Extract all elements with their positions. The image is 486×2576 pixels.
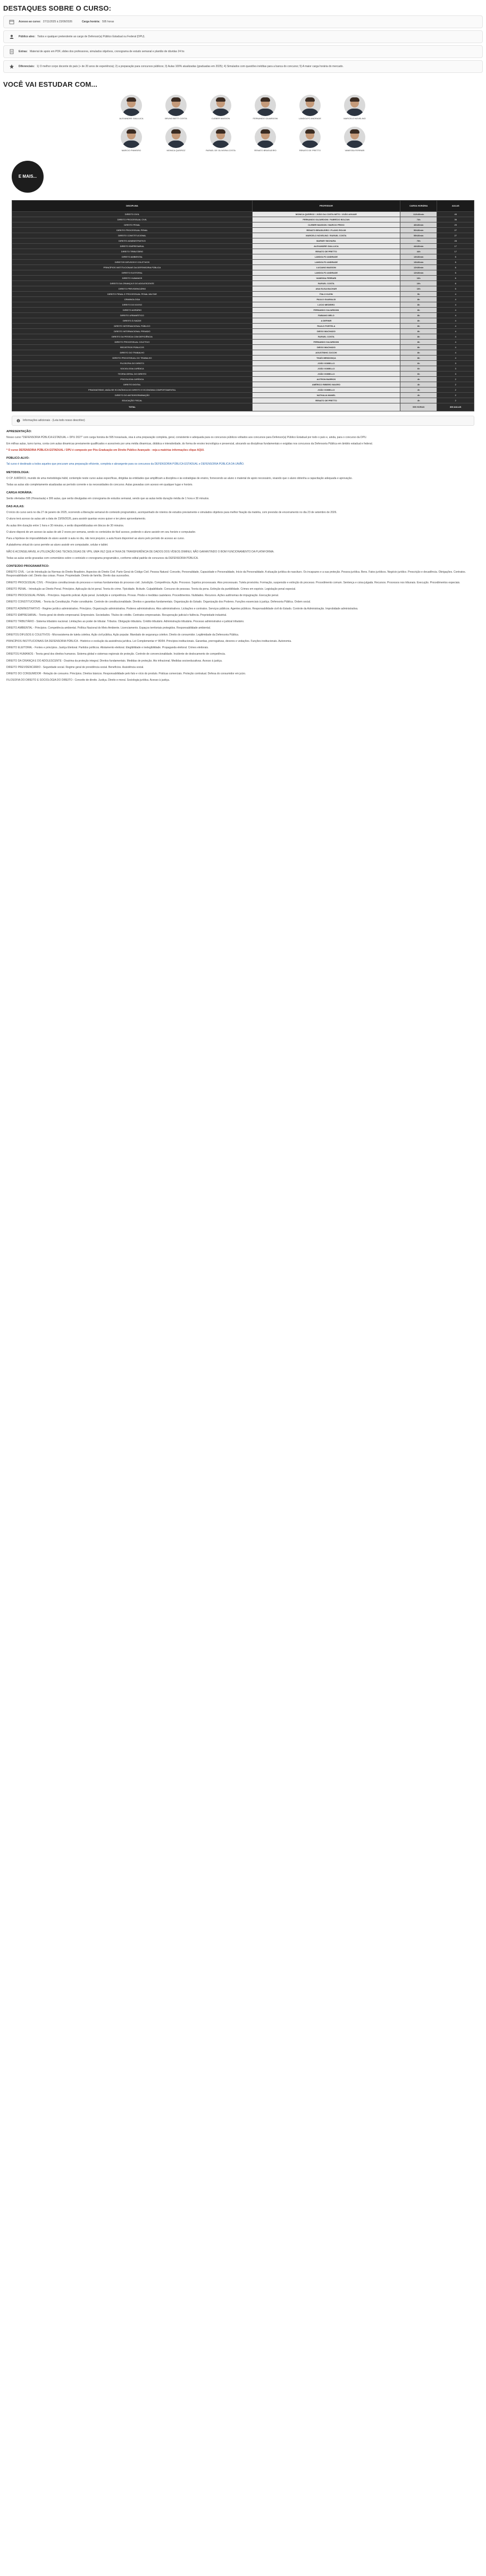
section-text: DIREITO ADMINISTRATIVO - Regime jurídico administrativo. Princípios. Organização administrativa. Poderes administrativos. Atos administrativos. Licitações e contratos. Serviços públicos. Agentes públicos. Responsabilidade civil do Estado. Controle da Administração. Improbidade administrativa. (6, 607, 358, 610)
access-label: Acesso ao curso: (19, 20, 41, 23)
diff-box (3, 60, 483, 73)
lessons-cell: 6 (437, 280, 474, 286)
col-lessons: AULAS (437, 200, 474, 211)
teacher-card (159, 127, 193, 152)
table-row (12, 243, 474, 249)
discipline-cell: DIREITO DA PESSOA COM DEFICIÊNCIA (12, 334, 253, 339)
hours-cell: 46h30min (400, 222, 437, 227)
discipline-cell: DIREITO PROCESSUAL CIVIL (12, 217, 253, 222)
section-text: As aulas têm duração entre 1 hora e 30 minutos, e serão disponibilizadas em blocos de 30 minutos. (6, 524, 124, 527)
hours-cell: 74h (400, 217, 437, 222)
table-row (12, 211, 474, 217)
teacher-avatar (255, 127, 276, 148)
hours-cell: 44h (400, 249, 437, 254)
hours-cell: 6h (400, 371, 437, 376)
hours-cell: 8h (400, 344, 437, 350)
lessons-cell: 2 (437, 376, 474, 382)
discipline-cell: DIREITO INTERNACIONAL PRIVADO (12, 328, 253, 334)
section-title: CONTEÚDO PROGRAMÁTICO: (6, 565, 49, 568)
lessons-cell: 2 (437, 387, 474, 392)
teacher-name: MONICA QUEIROZ (166, 148, 186, 152)
hours-cell: 6h (400, 360, 437, 366)
discipline-cell: DIREITO PREVIDENCIÁRIO (12, 286, 253, 291)
section-text: PRINCÍPIOS INSTITUCIONAIS DA DEFENSORIA PÚBLICA - Histórico e evolução da assistência jurídica. Lei Complementar nº 80/94. Princípios institucionais. Garantias, prerrogativas, deveres e vedações. Funções institucionais. Autonomia. (6, 639, 292, 643)
teacher-cell: RENATO BRASILEIRO / FLAVIO ROLIM (252, 227, 400, 233)
lessons-cell: 5 (437, 286, 474, 291)
table-row (12, 339, 474, 344)
disciplines-table-wrap (12, 200, 474, 411)
teacher-cell: LANDOLFO ANDRADE (252, 259, 400, 265)
hours-cell: 44h30min (400, 243, 437, 249)
discipline-cell: PRAGMATISMO, ANÁLISE ECONÔMICA DO DIREITO E ECONOMIA COMPORTAMENTAL (12, 387, 253, 392)
hours-cell: 8h (400, 318, 437, 323)
discipline-cell: DIREITO CIVIL (12, 211, 253, 217)
section-text: Em milhas aulas, turno turma, conta com aulas dinamicas previamente qualificados e acessíveis por uma média dinamicas, didática e interatividade, do forma de ensino tecnológica e presencial, alocando as disciplinas fundamentais e exigidas nos concursos da Defensoria Pública em âmbito estadual e federal. (6, 442, 373, 445)
lessons-cell: 5 (437, 259, 474, 265)
hours-label: Carga horária: (81, 20, 100, 23)
lessons-cell: 4 (437, 318, 474, 323)
discipline-cell: DIREITO HUMANOS (12, 275, 253, 280)
table-header-row (12, 200, 474, 211)
table-row (12, 280, 474, 286)
table-row (12, 222, 474, 227)
hours-cell: 8h (400, 334, 437, 339)
table-row (12, 392, 474, 398)
teacher-cell: ALEXANDRE GIALLUCA (252, 243, 400, 249)
table-row (12, 382, 474, 387)
additional-info-toggle[interactable] (12, 416, 474, 426)
section-text: DIREITO ELEITORAL - Fontes e princípios. Justiça Eleitoral. Partidos políticos. Alistamento eleitoral. Elegibilidade e inelegibilidade. Propaganda eleitoral. Crimes eleitorais. (6, 646, 209, 650)
teacher-cell: DIEGO MACHADO (252, 344, 400, 350)
hours-cell: 4h (400, 398, 437, 403)
lessons-cell: 4 (437, 328, 474, 334)
teacher-name: RENATO BRASILEIRO (254, 148, 276, 152)
table-row (12, 307, 474, 312)
teachers-row-1 (3, 92, 483, 123)
hours-cell: 8h (400, 350, 437, 355)
table-row (12, 238, 474, 243)
section-text: Todas as aulas serão gravadas com comentários sobre o conteúdo e cronograma programático, conforme edital padrão de concursos da DEFENSORIA PÚBLICA. (6, 556, 199, 560)
lessons-cell: 4 (437, 291, 474, 296)
teacher-cell: AMÉRICO RIBEIRO MAGRO (252, 382, 400, 387)
table-row (12, 275, 474, 280)
lessons-cell: 36 (437, 217, 474, 222)
discipline-cell: DIREITO URBANÍSTICO (12, 312, 253, 318)
teachers-title: VOCÊ VAI ESTUDAR COM... (3, 80, 97, 88)
table-row (12, 366, 474, 371)
col-hours: CARGA HORÁRIA (400, 200, 437, 211)
discipline-cell: DIREITO DO IDOSO (12, 302, 253, 307)
table-row (12, 344, 474, 350)
discipline-cell: DIREITO PROCESSUAL PENAL (12, 227, 253, 233)
teacher-cell: PAULO GUARALDI (252, 296, 400, 302)
table-row (12, 350, 474, 355)
teacher-cell: A DEFINIR (252, 318, 400, 323)
hours-cell: 12h30min (400, 270, 437, 275)
teacher-card (159, 95, 193, 120)
section-title: APRESENTAÇÃO: (6, 430, 32, 433)
extras-box (3, 45, 483, 58)
teacher-avatar (210, 127, 231, 148)
section-text: DIREITO AMBIENTAL - Princípios. Competência ambiental. Política Nacional do Meio Ambiente. Licenciamento. Espaços territoriais protegidos. Responsabilidade ambiental. (6, 626, 211, 630)
teacher-cell: RAFAEL COSTA (252, 280, 400, 286)
hours-cell: 70h (400, 238, 437, 243)
table-row (12, 398, 474, 403)
discipline-cell: DIREITO DO ANTIDISCRIMINAÇÃO (12, 392, 253, 398)
table-row (12, 355, 474, 360)
hours-cell: 8h (400, 339, 437, 344)
hours-cell: 8h (400, 328, 437, 334)
teacher-cell: ANA ELISA BACHAR (252, 286, 400, 291)
table-row (12, 318, 474, 323)
discipline-cell: DIREITO PENAL E PROCESSUAL PENAL MILITAR (12, 291, 253, 296)
discipline-cell: DIREITO EMPRESARIAL (12, 243, 253, 249)
discipline-cell: DIREITO DIGITAL (12, 382, 253, 387)
lessons-cell: 2 (437, 392, 474, 398)
disciplines-table (12, 200, 474, 411)
section-text: DIREITO PROCESSUAL PENAL - Princípios. Inquérito policial. Ação penal. Jurisdição e competência. Provas. Prisão e medidas cautelares. Procedimentos. Nulidades. Recursos. Ações autônomas de impugnação. Execução penal. (6, 594, 279, 598)
hours-cell: 8h (400, 307, 437, 312)
table-row (12, 334, 474, 339)
table-row (12, 265, 474, 270)
teacher-name: RENATO DE PRETTO (299, 148, 321, 152)
teacher-card (338, 95, 372, 120)
table-row (12, 323, 474, 328)
teacher-cell: VANESSA FERRARI (252, 275, 400, 280)
info-icon (16, 419, 20, 423)
teacher-avatar (165, 95, 187, 116)
lessons-cell: 4 (437, 296, 474, 302)
discipline-cell: EDUCAÇÃO FISCAL (12, 398, 253, 403)
table-total-row (12, 403, 474, 411)
lessons-cell: 4 (437, 339, 474, 344)
table-row (12, 302, 474, 307)
teacher-card (248, 127, 282, 152)
lessons-cell: 4 (437, 350, 474, 355)
discipline-cell: TEORIA GERAL DO DIREITO (12, 371, 253, 376)
hours-cell: 50h30min (400, 227, 437, 233)
table-row (12, 360, 474, 366)
extras-label: Extras: (19, 50, 28, 53)
lessons-cell: 6 (437, 275, 474, 280)
discipline-cell: PRINCÍPIOS INSTITUCIONAIS DA DEFENSORIA PÚBLICA (12, 265, 253, 270)
additional-info-label: Informações adicionais - (Leia todo nosso descritivo) (23, 419, 85, 423)
teacher-card (204, 127, 238, 152)
teacher-cell: LANDOLFO ANDRADE (252, 254, 400, 259)
teacher-card (114, 127, 148, 152)
teacher-card (293, 95, 327, 120)
teacher-cell: JOÃO GOBELLO (252, 387, 400, 392)
lessons-cell: 2 (437, 382, 474, 387)
diff-value: 1) O melhor corpo docente do país (+ de 20 anos de experiência); 2) a preparação para concursos públicos; 3) Aulas 100% atualizadas (graduadas em 2025); 4) Simulados com questões inéditas para a banca do concurso; 5) A maior carga horária do mercado. (37, 65, 343, 68)
hours-cell: 12h30min (400, 265, 437, 270)
hours-cell: 8h (400, 312, 437, 318)
hours-cell: 8h (400, 355, 437, 360)
section-text: DIREITO CONSTITUCIONAL - Teoria da Constituição. Poder constituinte. Controle de constitucionalidade. Direitos e garantias fundamentais. Organização do Estado. Organização dos Poderes. Funções essenciais à justiça. Defensoria Pública. Ordem social. (6, 600, 311, 604)
table-row (12, 227, 474, 233)
lessons-cell: 27 (437, 233, 474, 238)
discipline-cell: DIREITO ADMINISTRATIVO (12, 238, 253, 243)
teacher-avatar (165, 127, 187, 148)
teacher-avatar (255, 95, 276, 116)
section-text: O aluno disporá de um acesso às aulas de até 2 vezes por semana, sendo os conteúdos de fácil acesso, podendo o aluno assistir em seu horário e computador. (6, 530, 196, 534)
discipline-cell: CRIMINOLOGIA (12, 296, 253, 302)
section-text: DIREITO TRIBUTÁRIO - Sistema tributário nacional. Limitações ao poder de tributar. Tributos. Obrigação tributária. Crédito tributário. Administração tributária. Processo administrativo e judicial tributário. (6, 620, 245, 624)
section-text: DIREITO DA CRIANÇA E DO ADOLESCENTE - Doutrina da proteção integral. Direitos fundamentais. Medidas de proteção. Ato infracional. Medidas socioeducativas. Acesso à justiça. (6, 659, 223, 663)
hours-cell: 13h30min (400, 254, 437, 259)
discipline-cell: DIREITO PROCESSUAL DO TRABALHO (12, 355, 253, 360)
lessons-cell: 3 (437, 366, 474, 371)
teacher-cell: FABIANO MELO (252, 312, 400, 318)
section-text: DIREITO DO CONSUMIDOR - Relação de consumo. Princípios. Direitos básicos. Responsabilidade pelo fato e vício do produto. Práticas comerciais. Proteção contratual. Defesa do consumidor em juízo. (6, 672, 246, 676)
teacher-cell: FERNANDO GAJARDONI (252, 307, 400, 312)
section-text: DIREITOS HUMANOS - Teoria geral dos direitos humanos. Sistema global e sistemas regionais de proteção. Controle de convencionalidade. Incidente de deslocamento de competência. (6, 653, 226, 656)
section-text: DIREITO PREVIDENCIÁRIO - Seguridade social. Regime geral de previdência social. Benefícios. Assistência social. (6, 665, 144, 669)
section-title: DAS AULAS: (6, 505, 24, 509)
highlights-title: DESTAQUES SOBRE O CURSO: (3, 4, 112, 12)
teacher-avatar (121, 127, 142, 148)
teacher-cell: FERNANDO GAJARDONI / FABRÍCIO BOLZAN (252, 217, 400, 222)
discipline-cell: DIREITO DA CRIANÇA E DO ADOLESCENTE (12, 280, 253, 286)
table-row (12, 376, 474, 382)
access-box (3, 15, 483, 28)
hours-cell: 8h (400, 323, 437, 328)
teacher-cell: JOÃO GOBELLO (252, 360, 400, 366)
lessons-cell: 4 (437, 323, 474, 328)
teacher-cell: THAÍS MENDONÇA (252, 355, 400, 360)
teacher-cell: DIEGO MACHADO (252, 328, 400, 334)
lessons-cell: 6 (437, 265, 474, 270)
calendar-icon (9, 19, 14, 24)
teacher-name: MARCELO NOVELINO (343, 117, 366, 120)
teacher-card (293, 127, 327, 152)
discipline-cell: DIREITO ELEITORAL (12, 270, 253, 275)
table-row (12, 270, 474, 275)
col-discipline: DISCIPLINA (12, 200, 253, 211)
table-row (12, 328, 474, 334)
table-row (12, 371, 474, 376)
teacher-cell: ÍTALO KLEIN (252, 291, 400, 296)
teacher-avatar (344, 95, 365, 116)
section-text: Serão ofertadas 595 (Horas/aula) e 306 aulas, que serão divulgadas em cronograma de estudos semanal, sendo que as aulas terão duração média de 1 hora e 30 minutos. (6, 497, 210, 500)
hours-cell: 10h (400, 286, 437, 291)
teacher-name: VANESSA FERRARI (345, 148, 365, 152)
section-title: PÚBLICO-ALVO: (6, 457, 30, 460)
teacher-avatar (121, 95, 142, 116)
public-value: Todos e qualquer pretendente ao cargo de Defensor(a) Público Estadual ou Federal (DPU). (37, 35, 145, 38)
section-text: O CP JURÍDICO, munido de uma metodologia hábil, contemple neste curso aulas específicas, dirigidas às entidades que amplificam a disciplina e às estratégias de ensino, fornecendo ao aluno o material de apoio necessário, visando que o aluno obtenha a capacitação adequada e aprovação. (6, 476, 353, 480)
section-text: DIREITO PROCESSUAL CIVIL - Princípios constitucionais do processo e normas fundamentais do processo civil. Jurisdição. Competência. Ação. Processo. Sujeitos processuais. Atos processuais. Tutela provisória. Formação, suspensão e extinção do processo. Procedimento comum. Sentença e coisa julgada. Recursos. Processos nos tribunais. Execução. Procedimentos especiais. (6, 581, 460, 584)
total-lessons: 306 AULAS (437, 403, 474, 411)
table-row (12, 254, 474, 259)
table-row (12, 286, 474, 291)
public-box (3, 30, 483, 43)
hours-cell: 10h (400, 275, 437, 280)
course-description (3, 430, 483, 683)
table-row (12, 312, 474, 318)
teacher-card (248, 95, 282, 120)
hours-cell: 13h30min (400, 259, 437, 265)
discipline-cell: PSICOLOGIA JURÍDICA (12, 376, 253, 382)
lessons-cell: 4 (437, 334, 474, 339)
lessons-cell: 29 (437, 222, 474, 227)
discipline-cell: DIREITOS DIFUSOS E COLETIVOS (12, 259, 253, 265)
lessons-cell: 4 (437, 355, 474, 360)
public-label: Público alvo: (19, 35, 36, 38)
total-empty (252, 403, 400, 411)
access-value: 27/11/2025 à 23/09/2026 (43, 20, 72, 23)
discipline-cell: DIREITO AGRÁRIO (12, 307, 253, 312)
lessons-cell: 4 (437, 307, 474, 312)
discipline-cell: DIREITO PENAL (12, 222, 253, 227)
teacher-cell: AUTRON BARROS (252, 376, 400, 382)
teacher-cell: JOÃO GOBELLO (252, 366, 400, 371)
teacher-cell: RAFAEL COSTA (252, 334, 400, 339)
table-row (12, 249, 474, 254)
teacher-cell: NATHALIA MANEL (252, 392, 400, 398)
hours-cell: 10h (400, 280, 437, 286)
section-text: NÃO É ACONSELHÁVEL A UTILIZAÇÃO DAS TECNOLOGIAS DE VPN, UMA VEZ QUE A TAXA DE TRANSFERÊNCIA DE DADOS DOS VÍDEOS DIMINUI, NÃO GARANTINDO O BOM FUNCIONAMENTO DA PLATAFORMA. (6, 550, 274, 554)
discipline-cell: DIREITO TRIBUTÁRIO (12, 249, 253, 254)
discipline-cell: DIREITO AMBIENTAL (12, 254, 253, 259)
section-text: A plataforma virtual do curso permite ao aluno assistir em computador, celular e tablet. (6, 543, 108, 547)
document-icon (9, 49, 14, 54)
teacher-cell: FERNANDO GAJARDONI (252, 339, 400, 344)
section-text: O aluno terá acesso às aulas até a data de 23/09/2026, para assistir quantas vezes quiser e ter pleno aproveitamento. (6, 517, 146, 521)
teacher-avatar (299, 95, 321, 116)
teacher-avatar (299, 127, 321, 148)
teachers-row-2 (3, 123, 483, 155)
teacher-avatar (210, 95, 231, 116)
lessons-cell: 17 (437, 243, 474, 249)
section-text: FILOSOFIA DO DIREITO E SOCIOLOGIA DO DIREITO - Conceito de direito. Justiça. Direito e moral. Sociologia jurídica. Acesso à justiça. (6, 679, 170, 682)
total-hours: 595 HORAS (400, 403, 437, 411)
teacher-cell: LUCIANO MASSON (252, 265, 400, 270)
teacher-card (338, 127, 372, 152)
hours-cell: 6h (400, 366, 437, 371)
section-title: METODOLOGIA: (6, 470, 30, 474)
table-row (12, 217, 474, 222)
teacher-cell: LANDOLFO ANDRADE (252, 270, 400, 275)
section-text: * O curso DEFENSORIA PÚBLICA ESTADUAL / DPU é composto por Pós-Graduação em Direito Público Avançado - veja a matérias informações clique AQUI. (6, 449, 205, 452)
hours-cell: 8h (400, 302, 437, 307)
more-teachers-button[interactable]: E MAIS... (12, 161, 44, 193)
star-icon (9, 64, 14, 69)
section-text: O início do curso será no dia 27 de janeiro de 2025, ocorrendo a liberação semanal do conteúdo programático, acompanhado de roteiros de estudos previamente e simulados objetivos para melhor fixação da matéria, com previsão de encerramento no dia 23 de setembro de 2026. (6, 511, 337, 515)
lessons-cell: 17 (437, 249, 474, 254)
teacher-cell: PAULO PORTELA (252, 323, 400, 328)
section-text: Todas as aulas são completamente atualizadas ao período corrente e às necessidades do concurso. Aulas gravadas com acesso em qualquer lugar e horário. (6, 483, 193, 486)
table-row (12, 296, 474, 302)
teacher-name: FERNANDO GAJARDONI (253, 117, 278, 120)
hours-cell: 8h (400, 296, 437, 302)
teacher-avatar (344, 127, 365, 148)
hours-cell: 9h (400, 291, 437, 296)
lessons-cell: 5 (437, 254, 474, 259)
total-label: TOTAL (12, 403, 253, 411)
teacher-cell: RENATO DE PRETTO (252, 398, 400, 403)
teacher-cell: MARCELO NOVELINO / RAFAEL COSTA (252, 233, 400, 238)
section-text: Tal curso é destinado a todos aqueles que procuram uma preparação eficiente, completa e abrangente para os concursos da DEFENSORIA PÚBLICA ESTADUAL e DEFENSORIA PÚBLICA DA UNIÃO. (6, 463, 245, 466)
teacher-name: LANDOLFO ANDRADE (298, 117, 321, 120)
lessons-cell: 28 (437, 238, 474, 243)
teacher-name: MARCIO PINHEIRO (121, 148, 141, 152)
discipline-cell: DIREITO PROCESSUAL COLETIVO (12, 339, 253, 344)
discipline-cell: DIREITO INTERNACIONAL PÚBLICO (12, 323, 253, 328)
teacher-cell: RENATO DE PRETTO (252, 249, 400, 254)
lessons-cell: 3 (437, 360, 474, 366)
section-text: Nosso curso "DEFENSORIA PÚBLICA ESTADUAL + DPU 2027" com carga horária de 595 horas/aula, visa à uma preparação completa, geral, consistente e adequada para os concursos públicos voltados aos concursos para Defensor(a) Público Estadual por todo o país e, ainda, para o concurso da DPU. (6, 435, 367, 439)
teacher-name: ALEXANDRE GIALLUCA (119, 117, 144, 120)
hours-cell: 55h30min (400, 233, 437, 238)
section-text: DIREITO EMPRESARIAL - Teoria geral do direito empresarial. Empresário. Sociedades. Títulos de crédito. Contratos empresariais. Recuperação judicial e falência. Propriedade industrial. (6, 613, 227, 617)
lessons-cell: 4 (437, 302, 474, 307)
teacher-name: CLEBER MASSON (211, 117, 230, 120)
discipline-cell: FILOSOFIA DO DIREITO (12, 360, 253, 366)
lessons-cell: 45 (437, 211, 474, 217)
discipline-cell: REGISTROS PÚBLICOS (12, 344, 253, 350)
page (0, 0, 486, 691)
table-row (12, 233, 474, 238)
hours-cell: 4h (400, 387, 437, 392)
hours-cell: 4h (400, 376, 437, 382)
lessons-cell: 5 (437, 270, 474, 275)
teacher-name: BRUNO BETTI COSTA (165, 117, 187, 120)
lessons-cell: 3 (437, 371, 474, 376)
col-teacher: PROFESSOR (252, 200, 400, 211)
teacher-cell: BARNEY BICHARA (252, 238, 400, 243)
hours-cell: 4h (400, 382, 437, 387)
hours-cell: 112h30min (400, 211, 437, 217)
section-text: DIREITO CIVIL - Lei de Introdução às Normas do Direito Brasileiro. Aspectos do Direito Civil. Parte Geral do Código Civil. Pessoa Natural: Conceito, Personalidade, Capacidade e Personalidade, Início da Personalidade. A situação jurídica do nascituro. Os incapazes e a sua proteção. Pessoa jurídica. Bens. Fatos jurídicos. Negócio jurídico. Prescrição e decadência. Obrigações. Contratos. Responsabilidade civil. Direito das coisas. Posse. Propriedade. Direito de família. Direito das sucessões. (6, 571, 466, 578)
discipline-cell: SOCIOLOGIA JURÍDICA (12, 366, 253, 371)
lessons-cell: 4 (437, 344, 474, 350)
users-icon (9, 34, 14, 39)
teacher-cell: JOÃO GOBELLO (252, 371, 400, 376)
section-text: Para a hipótese de impossibilidade do aluno assistir à aula no dia, não terá prejuízo; a aula ficará disponível ao aluno pelo período de acesso ao curso. (6, 537, 185, 541)
hours-value: 595 horas (102, 20, 114, 23)
lessons-cell: 4 (437, 312, 474, 318)
teacher-cell: MONICA QUEIROZ / JOÃO DA COSTA NETO / JOÃO AGUIAR (252, 211, 400, 217)
discipline-cell: DIREITO DO TRABALHO (12, 350, 253, 355)
teacher-name: RAFAEL DE OLIVEIRA COSTA (206, 148, 236, 152)
teacher-card (204, 95, 238, 120)
section-text: DIREITO PENAL - Introdução ao Direito Penal. Princípios. Aplicação da lei penal. Teoria do crime. Tipicidade. Ilicitude. Culpabilidade. Concurso de pessoas. Teoria da pena. Extinção da punibilidade. Crimes em espécie. Legislação penal especial. (6, 587, 296, 591)
discipline-cell: DIREITO À SAÚDE (12, 318, 253, 323)
lessons-cell: 27 (437, 227, 474, 233)
lessons-cell: 2 (437, 398, 474, 403)
extras-value: Material de apoio em PDF, slides dos professores, simulados objetivos, cronograma de estudo semanal e plantão de dúvidas 24 hs (29, 50, 185, 53)
teacher-cell: AGUSTINHO ZUCCHI (252, 350, 400, 355)
table-row (12, 291, 474, 296)
section-title: CARGA HORÁRIA: (6, 491, 32, 494)
diff-label: Diferenciais: (19, 65, 35, 68)
teacher-card (114, 95, 148, 120)
hours-cell: 4h (400, 392, 437, 398)
teacher-cell: LUCIO MEDEIRO (252, 302, 400, 307)
teacher-cell: CLEBER MASSON / MARCIO PRIGO (252, 222, 400, 227)
section-text: DIREITOS DIFUSOS E COLETIVOS - Microssistema de tutela coletiva. Ação civil pública. Ação popular. Mandado de segurança coletivo. Direito do consumidor. Legitimidade da Defensoria Pública. (6, 633, 239, 637)
table-row (12, 387, 474, 392)
discipline-cell: DIREITO CONSTITUCIONAL (12, 233, 253, 238)
table-row (12, 259, 474, 265)
